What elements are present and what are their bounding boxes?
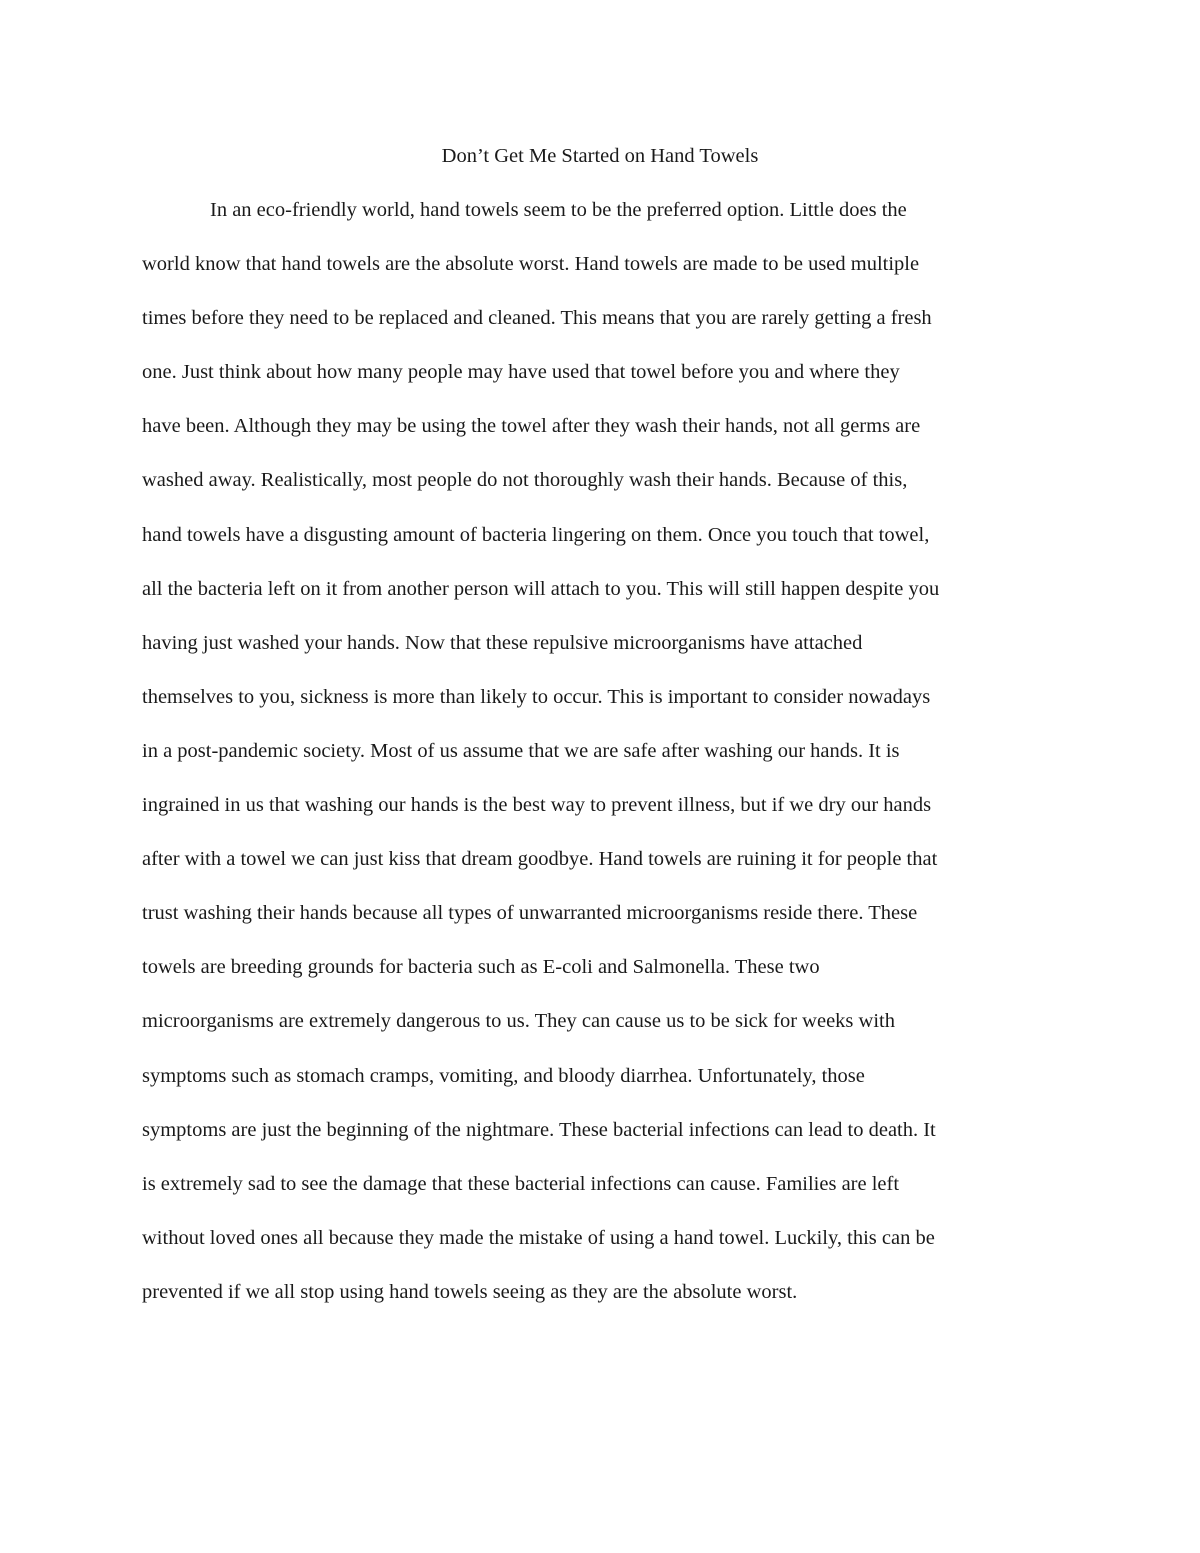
body-line: having just washed your hands. Now that these repulsive microorganisms have attached bbox=[142, 631, 863, 654]
body-line: In an eco-friendly world, hand towels seem to be the preferred option. Little does the bbox=[210, 199, 907, 221]
body-line: one. Just think about how many people may have used that towel before you and where they bbox=[142, 361, 900, 384]
document-body bbox=[142, 196, 1072, 1332]
document-title: Don’t Get Me Started on Hand Towels bbox=[441, 145, 759, 167]
body-line: all the bacteria left on it from another person will attach to you. This will still happen despite you bbox=[142, 577, 940, 600]
body-line: symptoms are just the beginning of the nightmare. These bacterial infections can lead to death. It bbox=[142, 1118, 936, 1141]
body-line: times before they need to be replaced and cleaned. This means that you are rarely getting a fresh bbox=[142, 307, 932, 330]
body-line: microorganisms are extremely dangerous to us. They can cause us to be sick for weeks with bbox=[142, 1010, 895, 1033]
body-line: symptoms such as stomach cramps, vomiting, and bloody diarrhea. Unfortunately, those bbox=[142, 1064, 865, 1087]
body-line: hand towels have a disgusting amount of bacteria lingering on them. Once you touch that towel, bbox=[142, 523, 930, 546]
body-line: trust washing their hands because all types of unwarranted microorganisms reside there. These bbox=[142, 902, 918, 925]
body-line: is extremely sad to see the damage that these bacterial infections can cause. Families are left bbox=[142, 1172, 900, 1195]
body-line: prevented if we all stop using hand towels seeing as they are the absolute worst. bbox=[142, 1280, 798, 1303]
body-line: after with a towel we can just kiss that dream goodbye. Hand towels are ruining it for people that bbox=[142, 848, 938, 871]
body-line: washed away. Realistically, most people do not thoroughly wash their hands. Because of this, bbox=[142, 469, 908, 492]
body-line: world know that hand towels are the absolute worst. Hand towels are made to be used multiple bbox=[142, 253, 920, 276]
body-line: themselves to you, sickness is more than likely to occur. This is important to consider nowadays bbox=[142, 685, 931, 708]
body-line: in a post-pandemic society. Most of us assume that we are safe after washing our hands. It is bbox=[142, 739, 900, 762]
body-line: without loved ones all because they made the mistake of using a hand towel. Luckily, this can be bbox=[142, 1226, 935, 1249]
body-line: ingrained in us that washing our hands is the best way to prevent illness, but if we dry our hands bbox=[142, 794, 932, 817]
body-line: towels are breeding grounds for bacteria such as E-coli and Salmonella. These two bbox=[142, 956, 820, 979]
body-line: have been. Although they may be using the towel after they wash their hands, not all germs are bbox=[142, 415, 921, 438]
